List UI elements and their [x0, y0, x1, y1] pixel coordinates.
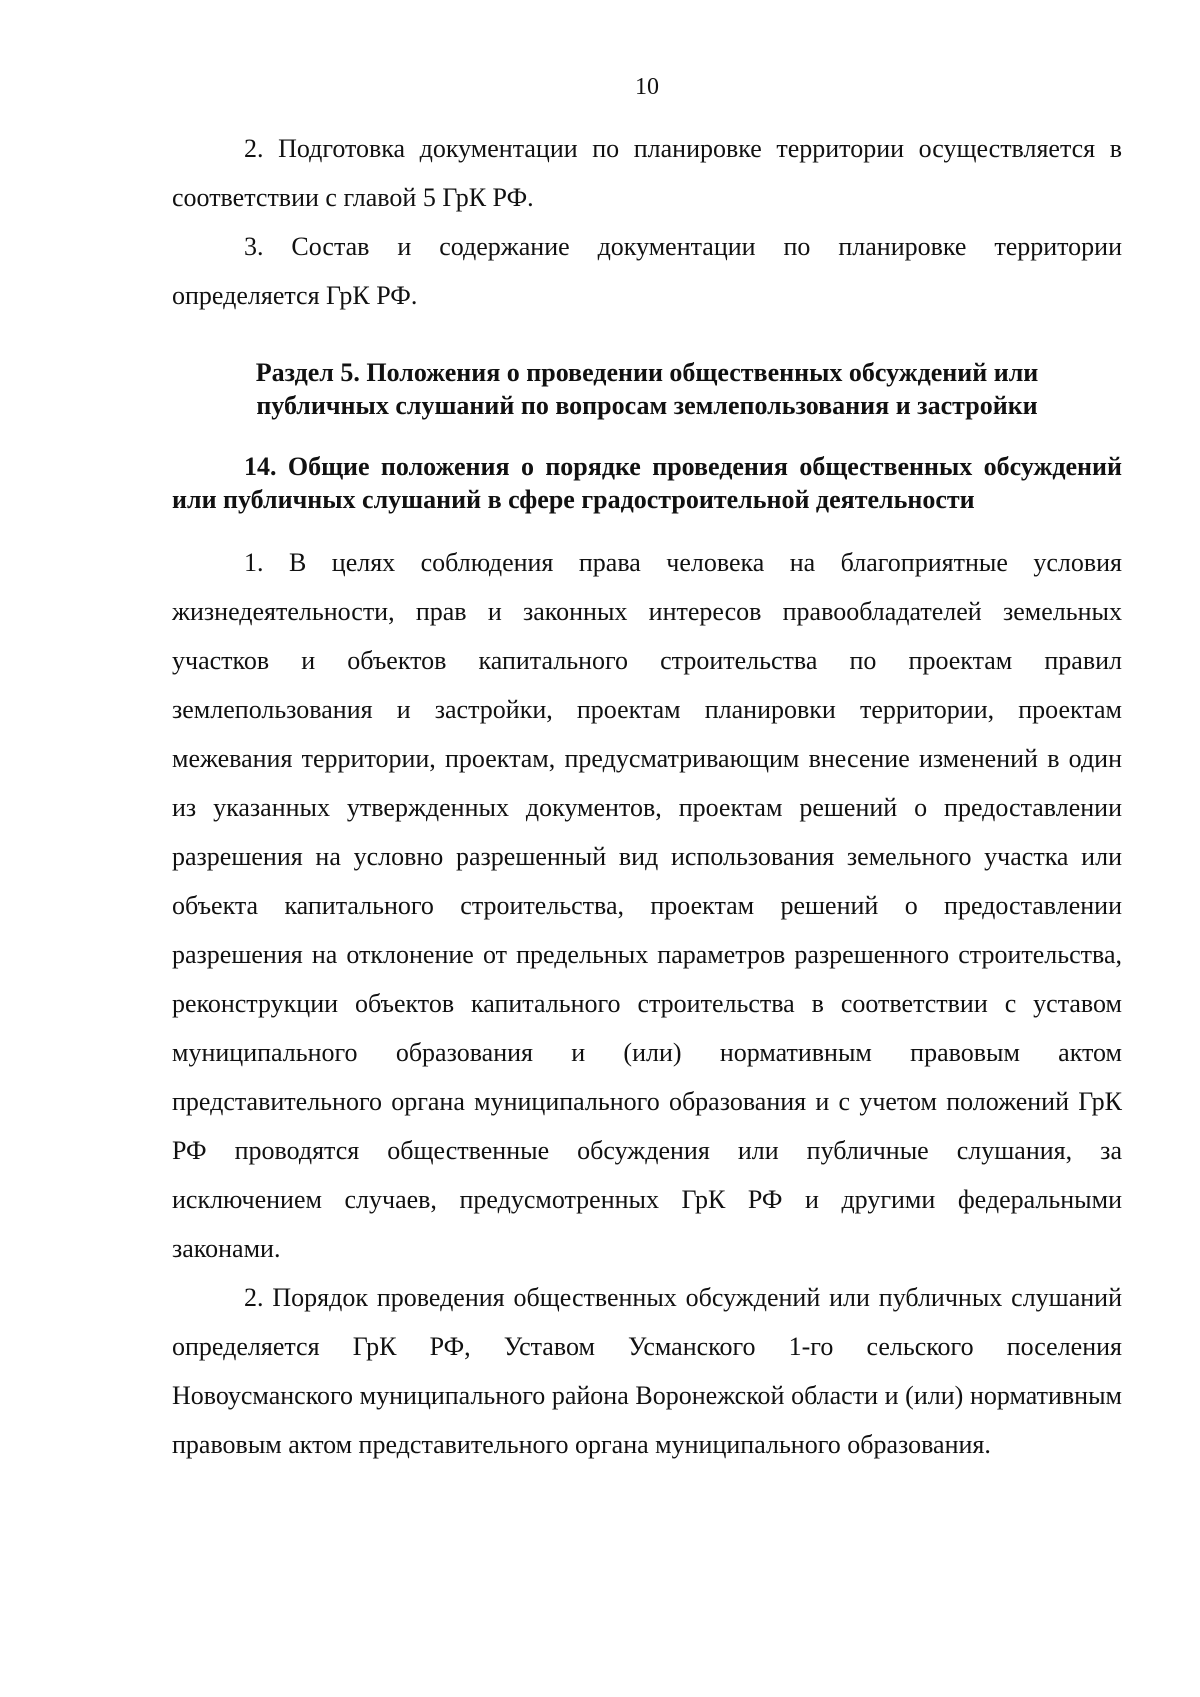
document-page — [172, 0, 1122, 1697]
section-heading: Раздел 5. Положения о проведении общественных обсуждений или публичных слушаний по вопросам землепользования и застройки — [255, 358, 1039, 420]
document-body — [172, 124, 1122, 1469]
article-paragraph-2: 2. Порядок проведения общественных обсуждений или публичных слушаний определяется ГрК РФ, Уставом Усманского 1-го сельского поселения Новоусманского муниципального района Воронежской области и (или) нормативным правовым актом представительного органа муниципального образования. — [172, 1283, 1122, 1459]
article-heading: 14. Общие положения о порядке проведения общественных обсуждений или публичных слушаний в сфере градостроительной деятельности — [172, 452, 1122, 514]
paragraph-item-2: 2. Подготовка документации по планировке территории осуществляется в соответствии с главой 5 ГрК РФ. — [172, 134, 1122, 212]
article-paragraph-1: 1. В целях соблюдения права человека на благоприятные условия жизнедеятельности, прав и законных интересов правообладателей земельных участков и объектов капитального строительства по проектам правил землепользования и застройки, проектам планировки территории, проектам межевания территории, проектам, предусматривающим внесение изменений в один из указанных утвержденных документов, проектам решений о предоставлении разрешения на условно разрешенный вид использования земельного участка или объекта капитального строительства, проектам решений о предоставлении разрешения на отклонение от предельных параметров разрешенного строительства, реконструкции объектов капитального строительства в соответствии с уставом муниципального образования и (или) нормативным правовым актом представительного органа муниципального образования и с учетом положений ГрК РФ проводятся общественные обсуждения или публичные слушания, за исключением случаев, предусмотренных ГрК РФ и другими федеральными законами. — [172, 548, 1122, 1263]
paragraph-item-3: 3. Состав и содержание документации по планировке территории определяется ГрК РФ. — [172, 232, 1122, 310]
page-number: 10 — [635, 74, 659, 100]
